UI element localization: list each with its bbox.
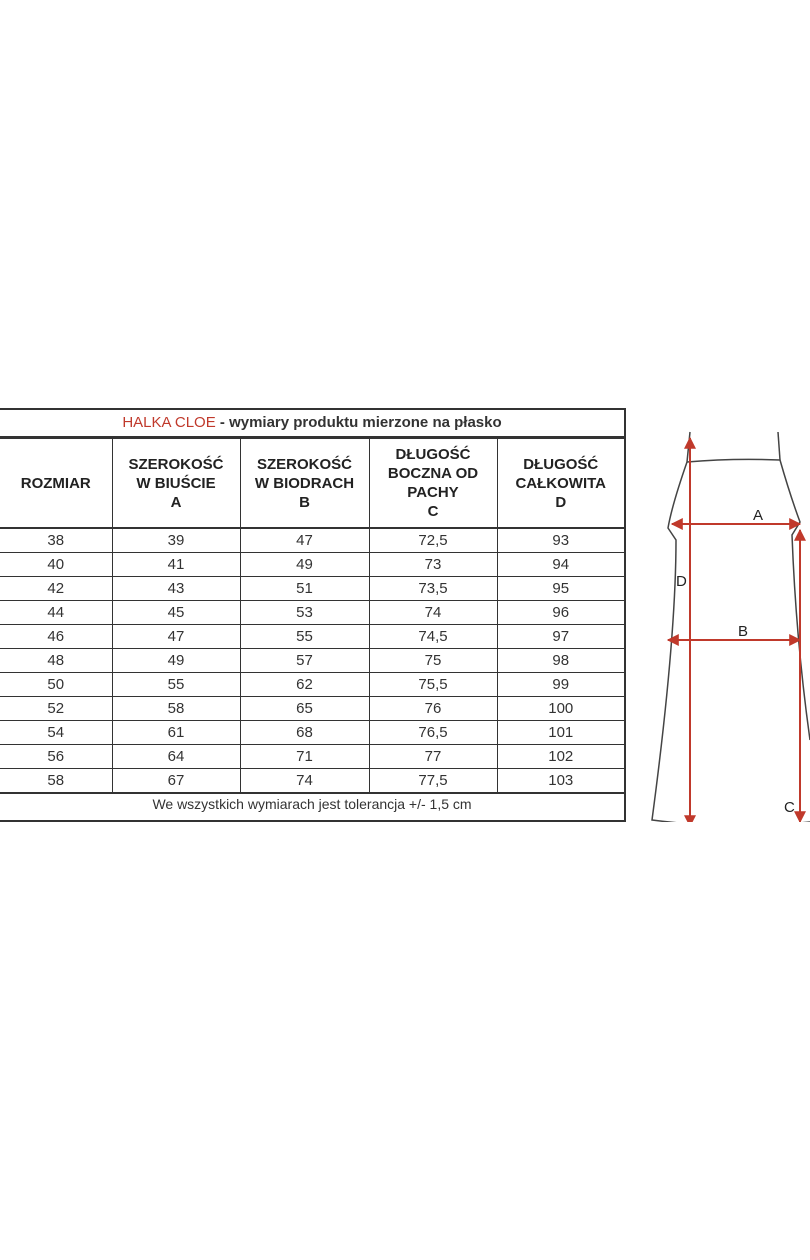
table-cell: 54 [0, 721, 112, 745]
column-header [112, 439, 240, 529]
table-cell: 49 [112, 649, 240, 673]
table-cell: 56 [0, 745, 112, 769]
column-header-line: C [427, 503, 439, 520]
table-cell: 55 [112, 673, 240, 697]
table-cell: 61 [112, 721, 240, 745]
table-cell: 102 [497, 745, 624, 769]
column-header-line: BOCZNA OD [387, 465, 479, 482]
table-cell: 62 [240, 673, 369, 697]
table-row [0, 601, 624, 625]
table-cell: 98 [497, 649, 624, 673]
table-cell: 51 [240, 577, 369, 601]
table-cell: 42 [0, 577, 112, 601]
table-row [0, 649, 624, 673]
column-header-line: CAŁKOWITA [515, 474, 607, 492]
column-header-line: SZEROKOŚĆ [128, 455, 224, 473]
table-cell: 49 [240, 553, 369, 577]
table-cell: 94 [497, 553, 624, 577]
table-row [0, 577, 624, 601]
table-cell: 73 [369, 553, 497, 577]
product-name: HALKA CLOE [122, 414, 216, 431]
table-cell: 71 [240, 745, 369, 769]
label-a: A [753, 507, 764, 524]
table-cell: 74 [240, 769, 369, 794]
column-header-line: DŁUGOŚĆ [395, 446, 471, 463]
column-header-line: D [555, 493, 567, 511]
table-cell: 67 [112, 769, 240, 794]
table-cell: 76 [369, 697, 497, 721]
column-header [497, 439, 624, 529]
table-cell: 95 [497, 577, 624, 601]
table-cell: 74 [369, 601, 497, 625]
table-cell: 40 [0, 553, 112, 577]
table-cell: 57 [240, 649, 369, 673]
table-cell: 58 [0, 769, 112, 794]
table-row [0, 697, 624, 721]
table-cell: 96 [497, 601, 624, 625]
table-cell: 53 [240, 601, 369, 625]
column-header-line: SZEROKOŚĆ [256, 455, 352, 473]
column-header [0, 439, 112, 529]
table-header-row [0, 439, 624, 529]
table-row [0, 553, 624, 577]
label-b: B [738, 623, 749, 640]
table-row [0, 721, 624, 745]
table-row [0, 528, 624, 553]
table-cell: 44 [0, 601, 112, 625]
dress-left-side [652, 462, 810, 822]
size-chart [0, 408, 626, 822]
table-cell: 58 [112, 697, 240, 721]
table-cell: 68 [240, 721, 369, 745]
table-cell: 41 [112, 553, 240, 577]
table-cell: 99 [497, 673, 624, 697]
table-cell: 48 [0, 649, 112, 673]
size-table [0, 438, 624, 794]
column-header [369, 439, 497, 529]
table-cell: 52 [0, 697, 112, 721]
table-row [0, 745, 624, 769]
table-body [0, 528, 624, 793]
neckline [687, 459, 780, 462]
table-cell: 65 [240, 697, 369, 721]
dress-right-side [780, 460, 810, 740]
table-row [0, 673, 624, 697]
table-cell: 74,5 [369, 625, 497, 649]
table-cell: 101 [497, 721, 624, 745]
column-header-line: ROZMIAR [20, 474, 91, 492]
dress-outline-svg [628, 410, 810, 822]
table-cell: 47 [112, 625, 240, 649]
column-header-line: PACHY [407, 484, 459, 501]
table-cell: 38 [0, 528, 112, 553]
table-cell: 46 [0, 625, 112, 649]
chart-title [0, 410, 624, 438]
column-header-line: DŁUGOŚĆ [523, 455, 599, 473]
table-cell: 77 [369, 745, 497, 769]
column-header-line: W BIODRACH [254, 474, 355, 492]
tolerance-note: We wszystkich wymiarach jest tolerancja +/- 1,5 cm [152, 796, 472, 812]
table-cell: 43 [112, 577, 240, 601]
label-d: D [676, 573, 687, 590]
label-c: C [784, 799, 795, 816]
table-cell: 103 [497, 769, 624, 794]
column-header-line: W BIUŚCIE [136, 474, 216, 492]
right-strap [778, 432, 780, 460]
table-cell: 50 [0, 673, 112, 697]
table-cell: 77,5 [369, 769, 497, 794]
column-header [240, 439, 369, 529]
chart-subtitle: - wymiary produktu mierzone na płasko [215, 414, 502, 431]
table-cell: 75,5 [369, 673, 497, 697]
table-cell: 75 [369, 649, 497, 673]
table-cell: 76,5 [369, 721, 497, 745]
table-cell: 73,5 [369, 577, 497, 601]
column-header-line: A [170, 493, 182, 511]
table-cell: 39 [112, 528, 240, 553]
table-cell: 100 [497, 697, 624, 721]
table-row [0, 769, 624, 794]
table-cell: 64 [112, 745, 240, 769]
table-cell: 93 [497, 528, 624, 553]
table-cell: 55 [240, 625, 369, 649]
column-header-line: B [299, 493, 310, 511]
table-row [0, 625, 624, 649]
dress-diagram [628, 410, 810, 822]
table-cell: 47 [240, 528, 369, 553]
table-cell: 45 [112, 601, 240, 625]
table-cell: 72,5 [369, 528, 497, 553]
table-cell: 97 [497, 625, 624, 649]
